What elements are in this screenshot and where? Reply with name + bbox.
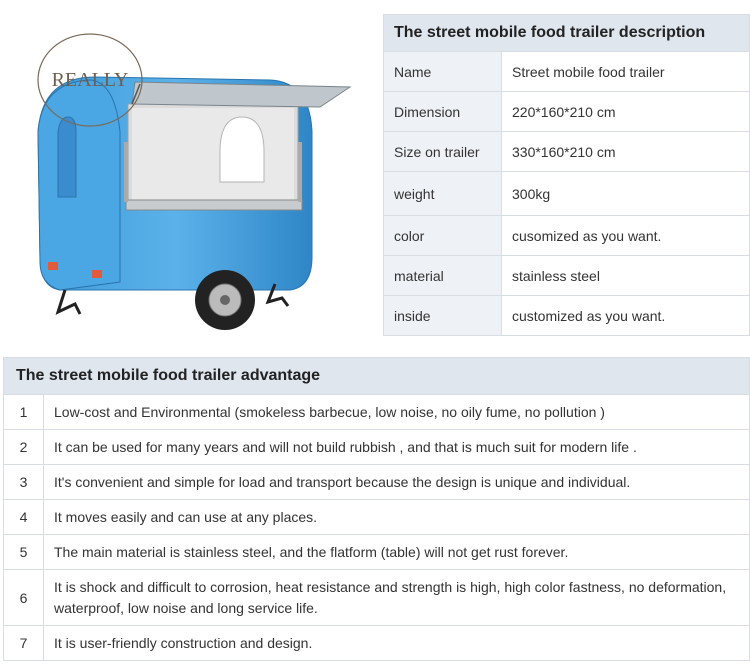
description-row-size: Size on trailer 330*160*210 cm [384, 132, 750, 172]
description-table [383, 14, 750, 336]
description-row-dimension: Dimension 220*160*210 cm [384, 92, 750, 132]
description-row-name: Name Street mobile food trailer [384, 52, 750, 92]
description-title: The street mobile food trailer description [384, 15, 750, 52]
watermark-text: REALLY [51, 69, 129, 91]
advantage-row: 3 It's convenient and simple for load and transport because the design is unique and individual. [4, 465, 750, 500]
advantage-row: 2 It can be used for many years and will not build rubbish , and that is much suit for modern life . [4, 430, 750, 465]
description-row-color: color cusomized as you want. [384, 216, 750, 256]
advantage-title: The street mobile food trailer advantage [4, 358, 750, 395]
advantage-row: 7 It is user-friendly construction and design. [4, 626, 750, 661]
advantage-row: 6 It is shock and difficult to corrosion, heat resistance and strength is high, high color fastness, no deformation, waterproof, low noise and long service life. [4, 570, 750, 626]
advantage-row: 4 It moves easily and can use at any places. [4, 500, 750, 535]
description-row-weight: weight 300kg [384, 172, 750, 216]
advantage-table [3, 357, 750, 661]
advantage-row: 5 The main material is stainless steel, and the flatform (table) will not get rust forever. [4, 535, 750, 570]
description-row-material: material stainless steel [384, 256, 750, 296]
food-trailer-image [20, 22, 360, 342]
advantage-row: 1 Low-cost and Environmental (smokeless barbecue, low noise, no oily fume, no pollution ) [4, 395, 750, 430]
description-row-inside: inside customized as you want. [384, 296, 750, 336]
